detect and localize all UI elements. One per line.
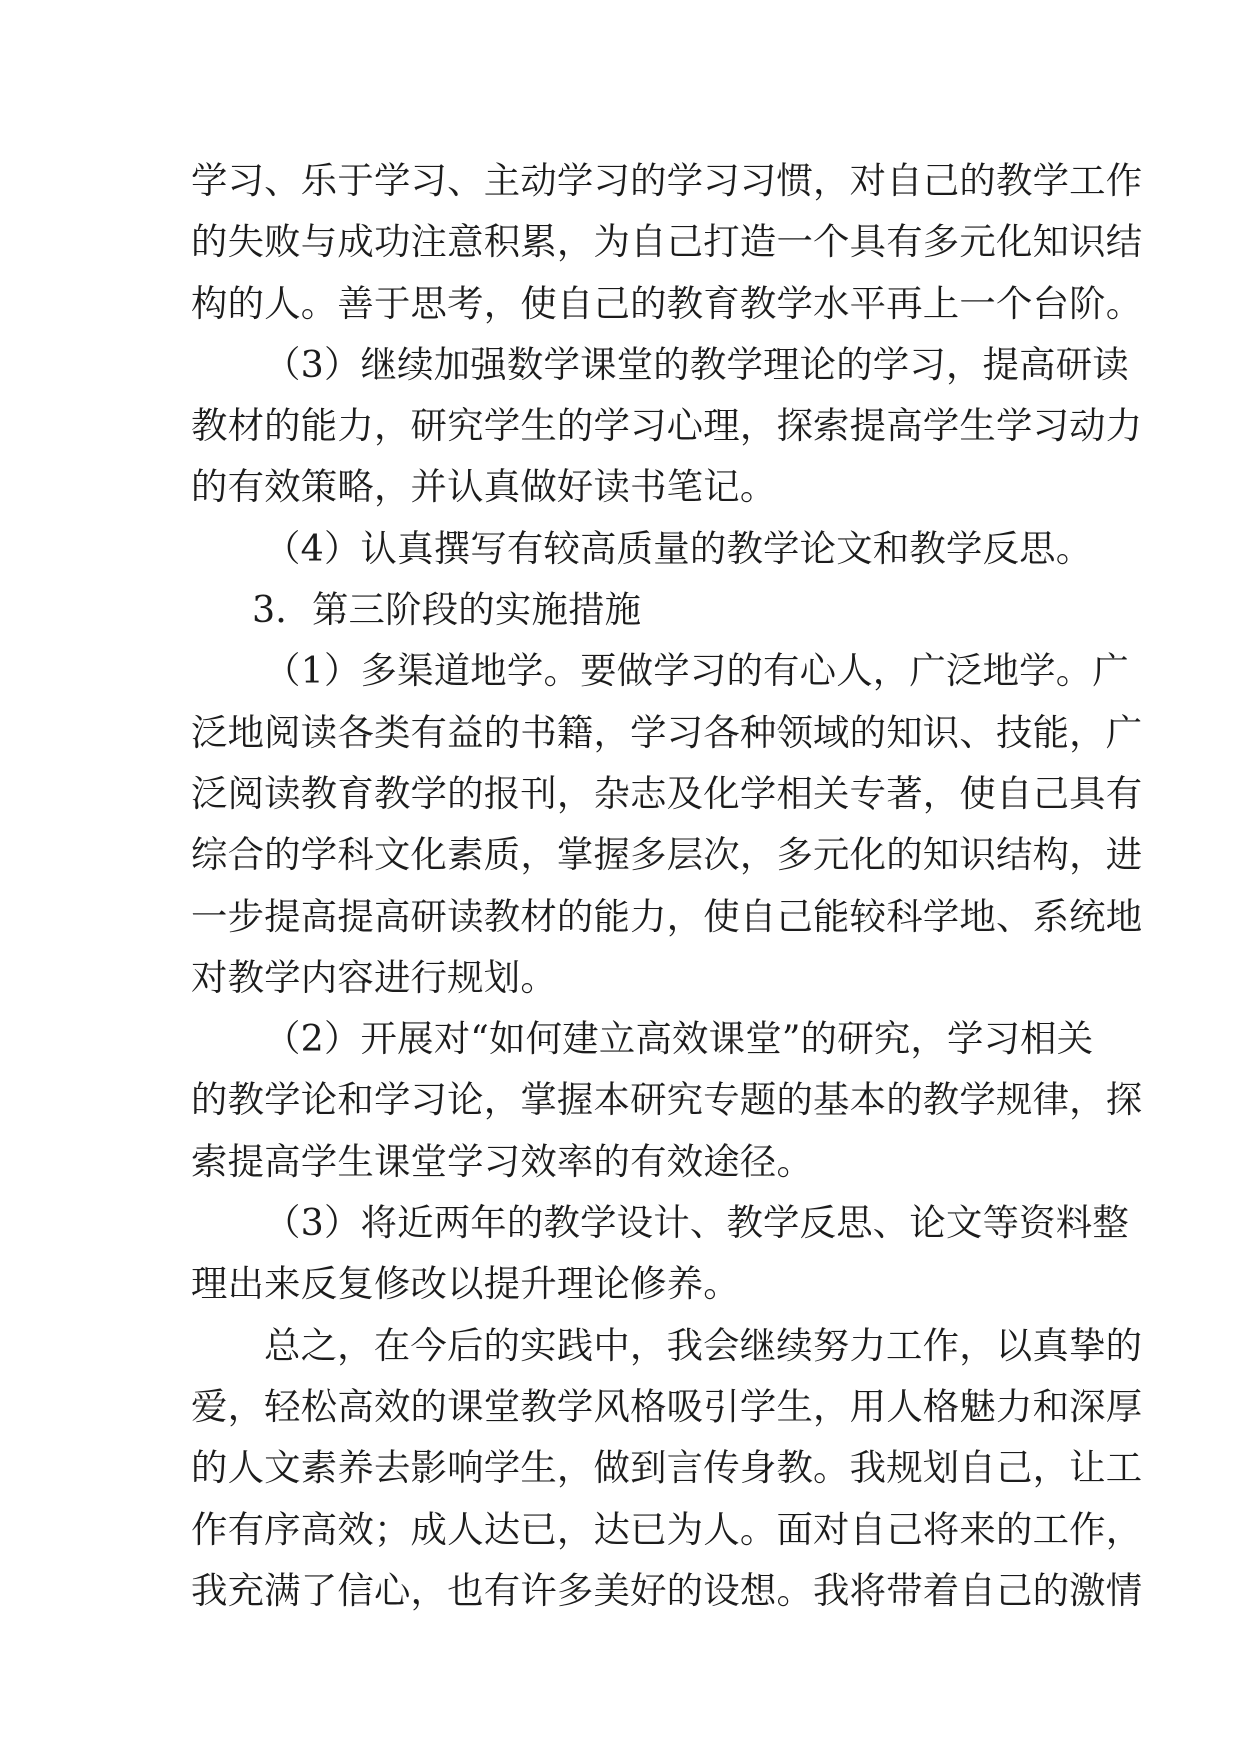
text-line: 的教学论和学习论，掌握本研究专题的基本的教学规律，探 — [191, 1078, 1143, 1122]
text-line: 理出来反复修改以提升理论修养。 — [191, 1262, 740, 1306]
text-line: 构的人。善于思考，使自己的教育教学水平再上一个台阶。 — [191, 281, 1143, 325]
text-line: 对教学内容进行规划。 — [191, 955, 557, 999]
paragraph-start-line: 总之，在今后的实践中，我会继续努力工作，以真挚的 — [264, 1323, 1143, 1367]
section-heading: 3．第三阶段的实施措施 — [252, 588, 642, 632]
text-line: 爱，轻松高效的课堂教学风格吸引学生，用人格魅力和深厚 — [191, 1384, 1143, 1428]
paragraph-start-line: （2）开展对“如何建立高效课堂”的研究，学习相关 — [264, 1017, 1094, 1061]
paragraph-start-line: （3）继续加强数学课堂的教学理论的学习，提高研读 — [264, 342, 1129, 386]
text-line: 我充满了信心，也有许多美好的设想。我将带着自己的激情 — [191, 1568, 1143, 1612]
text-line: 作有序高效；成人达已，达已为人。面对自己将来的工作， — [191, 1507, 1143, 1551]
text-line: 学习、乐于学习、主动学习的学习习惯，对自己的教学工作 — [191, 159, 1143, 202]
paragraph-start-line: （4）认真撰写有较高质量的教学论文和教学反思。 — [264, 526, 1093, 570]
text-line: 的有效策略，并认真做好读书笔记。 — [191, 465, 777, 509]
text-line: 综合的学科文化素质，掌握多层次，多元化的知识结构，进 — [191, 833, 1143, 877]
text-line: 一步提高提高研读教材的能力，使自己能较科学地、系统地 — [191, 894, 1143, 938]
text-line: 的人文素养去影响学生，做到言传身教。我规划自己，让工 — [191, 1446, 1143, 1490]
paragraph-start-line: （3）将近两年的教学设计、教学反思、论文等资料整 — [264, 1201, 1129, 1245]
text-line: 泛阅读教育教学的报刊，杂志及化学相关专著，使自己具有 — [191, 771, 1143, 815]
body-text — [191, 150, 1143, 1621]
text-line: 泛地阅读各类有益的书籍，学习各种领域的知识、技能，广 — [191, 710, 1143, 754]
text-line: 索提高学生课堂学习效率的有效途径。 — [191, 1139, 814, 1183]
paragraph-start-line: （1）多渠道地学。要做学习的有心人，广泛地学。广 — [264, 649, 1129, 693]
text-line: 教材的能力，研究学生的学习心理，探索提高学生学习动力 — [191, 404, 1143, 448]
text-line: 的失败与成功注意积累，为自己打造一个具有多元化知识结 — [191, 220, 1143, 264]
